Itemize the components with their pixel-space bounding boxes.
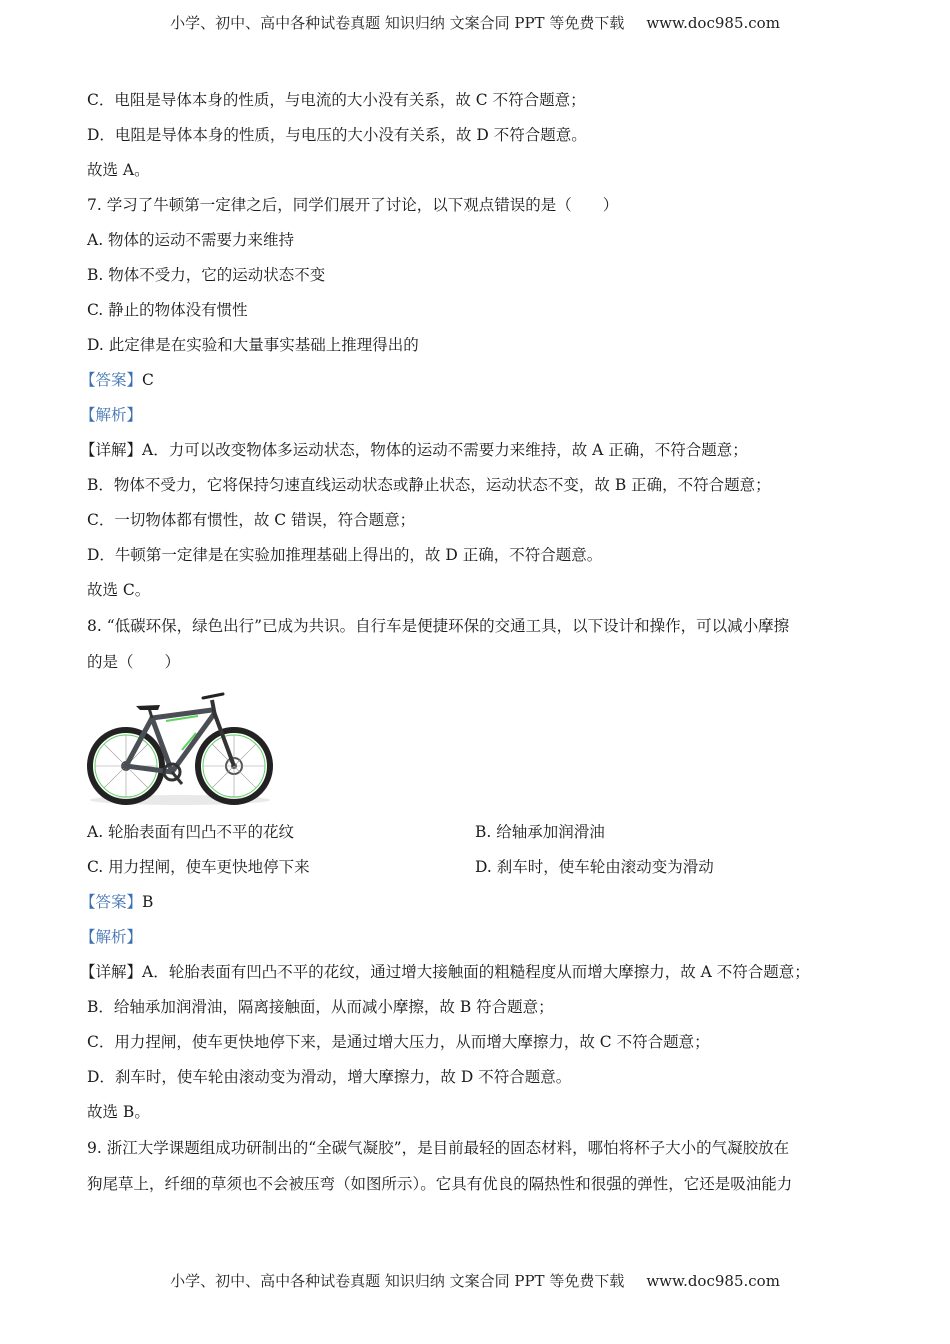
page-footer [0, 1270, 950, 1291]
q8-choose: 故选 B。 [87, 1103, 150, 1121]
q8-analysis-tag: 【解析】 [80, 928, 143, 946]
footer-text: 小学、初中、高中各种试卷真题 知识归纳 文案合同 PPT 等免费下载 [170, 1272, 625, 1290]
q8-option-d: D. 刹车时，使车轮由滚动变为滑动 [475, 858, 714, 876]
q7-option-a: A. 物体的运动不需要力来维持 [87, 231, 295, 249]
q8-option-b: B. 给轴承加润滑油 [475, 823, 605, 841]
footer-site-link[interactable]: www.doc985.com [646, 1272, 780, 1290]
q7-answer [80, 369, 154, 391]
q6-option-c-analysis: C．电阻是导体本身的性质，与电流的大小没有关系，故 C 不符合题意； [87, 91, 586, 109]
answer-value: C [142, 371, 154, 389]
q7-detail-b: B．物体不受力，它将保持匀速直线运动状态或静止状态，运动状态不变，故 B 正确，不符合题意； [87, 476, 771, 494]
q8-stem-line2: 的是（ ） [87, 653, 181, 671]
q8-detail-a: 【详解】A．轮胎表面有凹凸不平的花纹，通过增大接触面的粗糙程度从而增大摩擦力，故 A 不符合题意； [80, 963, 810, 981]
q8-option-a: A. 轮胎表面有凹凸不平的花纹 [87, 823, 295, 841]
q7-detail-a: 【详解】A．力可以改变物体多运动状态，物体的运动不需要力来维持，故 A 正确，不符合题意； [80, 441, 748, 459]
page-header [0, 12, 950, 33]
answer-tag: 【答案】 [80, 371, 143, 389]
q7-option-c: C. 静止的物体没有惯性 [87, 301, 248, 319]
header-text: 小学、初中、高中各种试卷真题 知识归纳 文案合同 PPT 等免费下载 [170, 14, 625, 32]
q7-choose: 故选 C。 [87, 581, 151, 599]
q8-detail-c: C．用力捏闸，使车更快地停下来，是通过增大压力，从而增大摩擦力，故 C 不符合题意； [87, 1033, 710, 1051]
q7-option-d: D. 此定律是在实验和大量事实基础上推理得出的 [87, 336, 419, 354]
q9-stem-line1: 9. 浙江大学课题组成功研制出的“全碳气凝胶”，是目前最轻的固态材料，哪怕将杯子大小的气凝胶放在 [87, 1139, 790, 1157]
detail-tag: 【详解】 [80, 963, 143, 981]
q8-option-c: C. 用力捏闸，使车更快地停下来 [87, 858, 310, 876]
q8-detail-b: B．给轴承加润滑油，隔离接触面，从而减小摩擦，故 B 符合题意； [87, 998, 554, 1016]
q8-answer [80, 891, 153, 913]
q7-detail-c: C．一切物体都有惯性，故 C 错误，符合题意； [87, 511, 416, 529]
q8-stem-line1: 8. “低碳环保，绿色出行”已成为共识。自行车是便捷环保的交通工具，以下设计和操作，可以减小摩擦 [87, 617, 790, 635]
q7-option-b: B. 物体不受力，它的运动状态不变 [87, 266, 326, 284]
q6-choose: 故选 A。 [87, 161, 150, 179]
detail-tag: 【详解】 [80, 441, 143, 459]
answer-value: B [142, 893, 154, 911]
q8-detail-d: D．刹车时，使车轮由滚动变为滑动，增大摩擦力，故 D 不符合题意。 [87, 1068, 572, 1086]
answer-tag: 【答案】 [80, 893, 143, 911]
q7-analysis-tag: 【解析】 [80, 406, 143, 424]
q9-stem-line2: 狗尾草上，纤细的草须也不会被压弯（如图所示）。它具有优良的隔热性和很强的弹性，它还是吸油能力 [87, 1175, 793, 1193]
q7-stem: 7. 学习了牛顿第一定律之后，同学们展开了讨论，以下观点错误的是（ ） [87, 196, 619, 214]
q7-detail-d: D．牛顿第一定律是在实验加推理基础上得出的，故 D 正确，不符合题意。 [87, 546, 603, 564]
q6-option-d-analysis: D．电阻是导体本身的性质，与电压的大小没有关系，故 D 不符合题意。 [87, 126, 587, 144]
header-site-link[interactable]: www.doc985.com [646, 14, 780, 32]
bicycle-image [86, 688, 274, 806]
